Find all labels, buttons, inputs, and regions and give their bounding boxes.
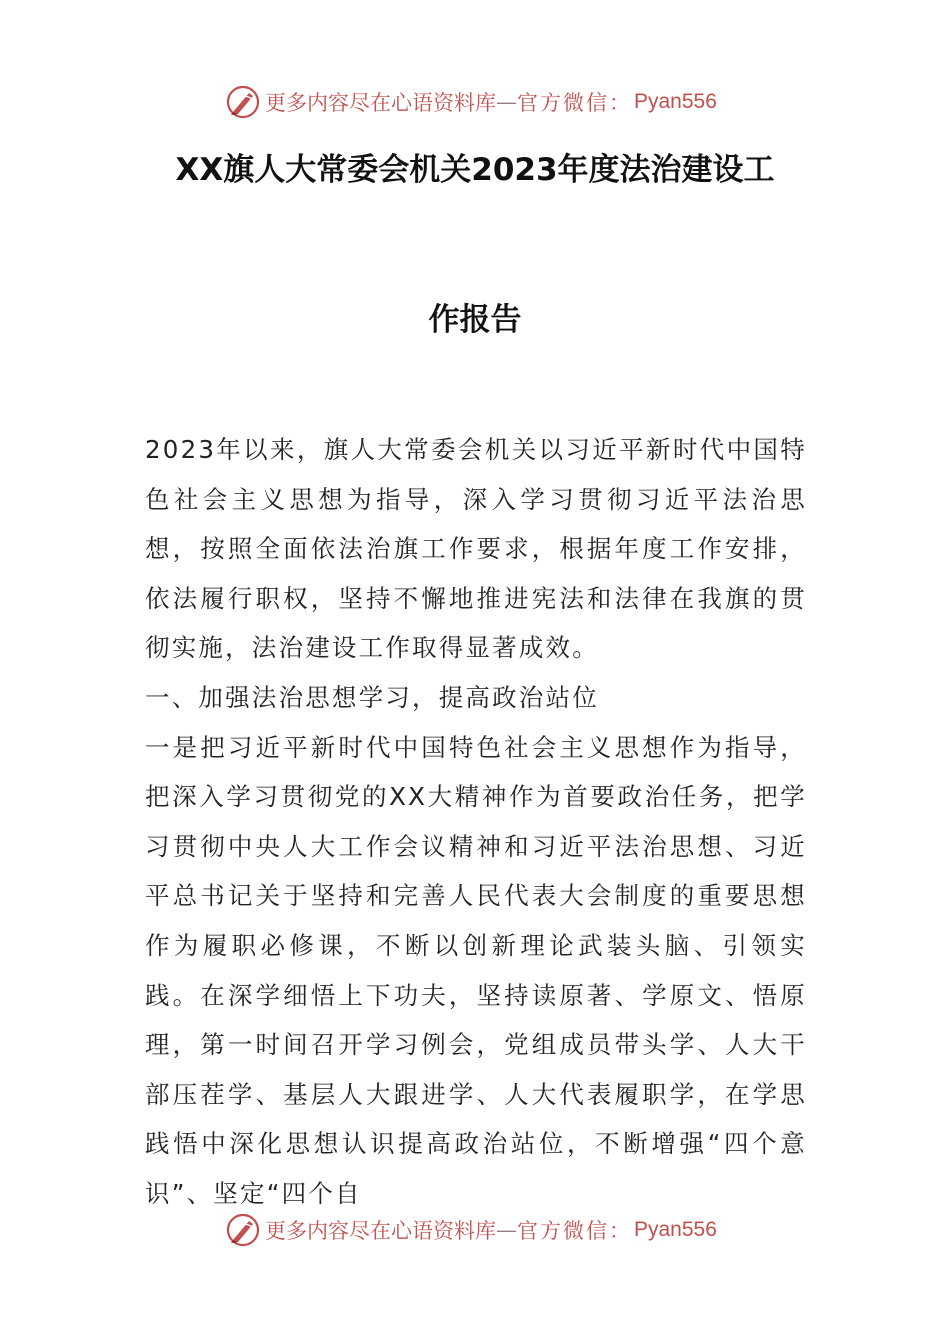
watermark-separator: — [496,90,517,114]
document-body [145,425,807,1219]
watermark-footer [225,1210,717,1250]
watermark-separator: — [496,1218,517,1242]
watermark-brand-text: 更多内容尽在心语资料库 [265,91,496,115]
pen-logo-icon [225,84,261,120]
document-title-line-1: XX旗人大常委会机关2023年度法治建设工 [175,152,775,188]
watermark-wechat-label: 官方微信： [517,91,632,115]
paragraph-intro: 2023年以来，旗人大常委会机关以习近平新时代中国特色社会主义思想为指导，深入学习贯彻习近平法治思想，按照全面依法治旗工作要求，根据年度工作安排，依法履行职权，坚持不懈地推进宪法和法律在我旗的贯彻实施，法治建设工作取得显著成效。 [145,435,807,663]
watermark-header [225,82,717,122]
paragraph-section-1: 一是把习近平新时代中国特色社会主义思想作为指导，把深入学习贯彻党的XX大精神作为首要政治任务，把学习贯彻中央人大工作会议精神和习近平法治思想、习近平总书记关于坚持和完善人民代表大会制度的重要思想作为履职必修课，不断以创新理论武装头脑、引领实践。在深学细悟上下功夫，坚持读原著、学原文、悟原理，第一时间召开学习例会，党组成员带头学、人大干部压茬学、基层人大跟进学、人大代表履职学，在学思践悟中深化思想认识提高政治站位，不断增强“四个意识”、坚定“四个自 [145,732,807,1208]
watermark-wechat-id: Pyan556 [634,1218,717,1241]
watermark-brand-text: 更多内容尽在心语资料库 [265,1219,496,1243]
watermark-wechat-id: Pyan556 [634,90,717,113]
watermark-wechat-label: 官方微信： [517,1219,632,1243]
pen-logo-icon [225,1212,261,1248]
document-title-line-2: 作报告 [428,302,522,338]
section-heading: 一、加强法治思想学习，提高政治站位 [145,682,599,712]
